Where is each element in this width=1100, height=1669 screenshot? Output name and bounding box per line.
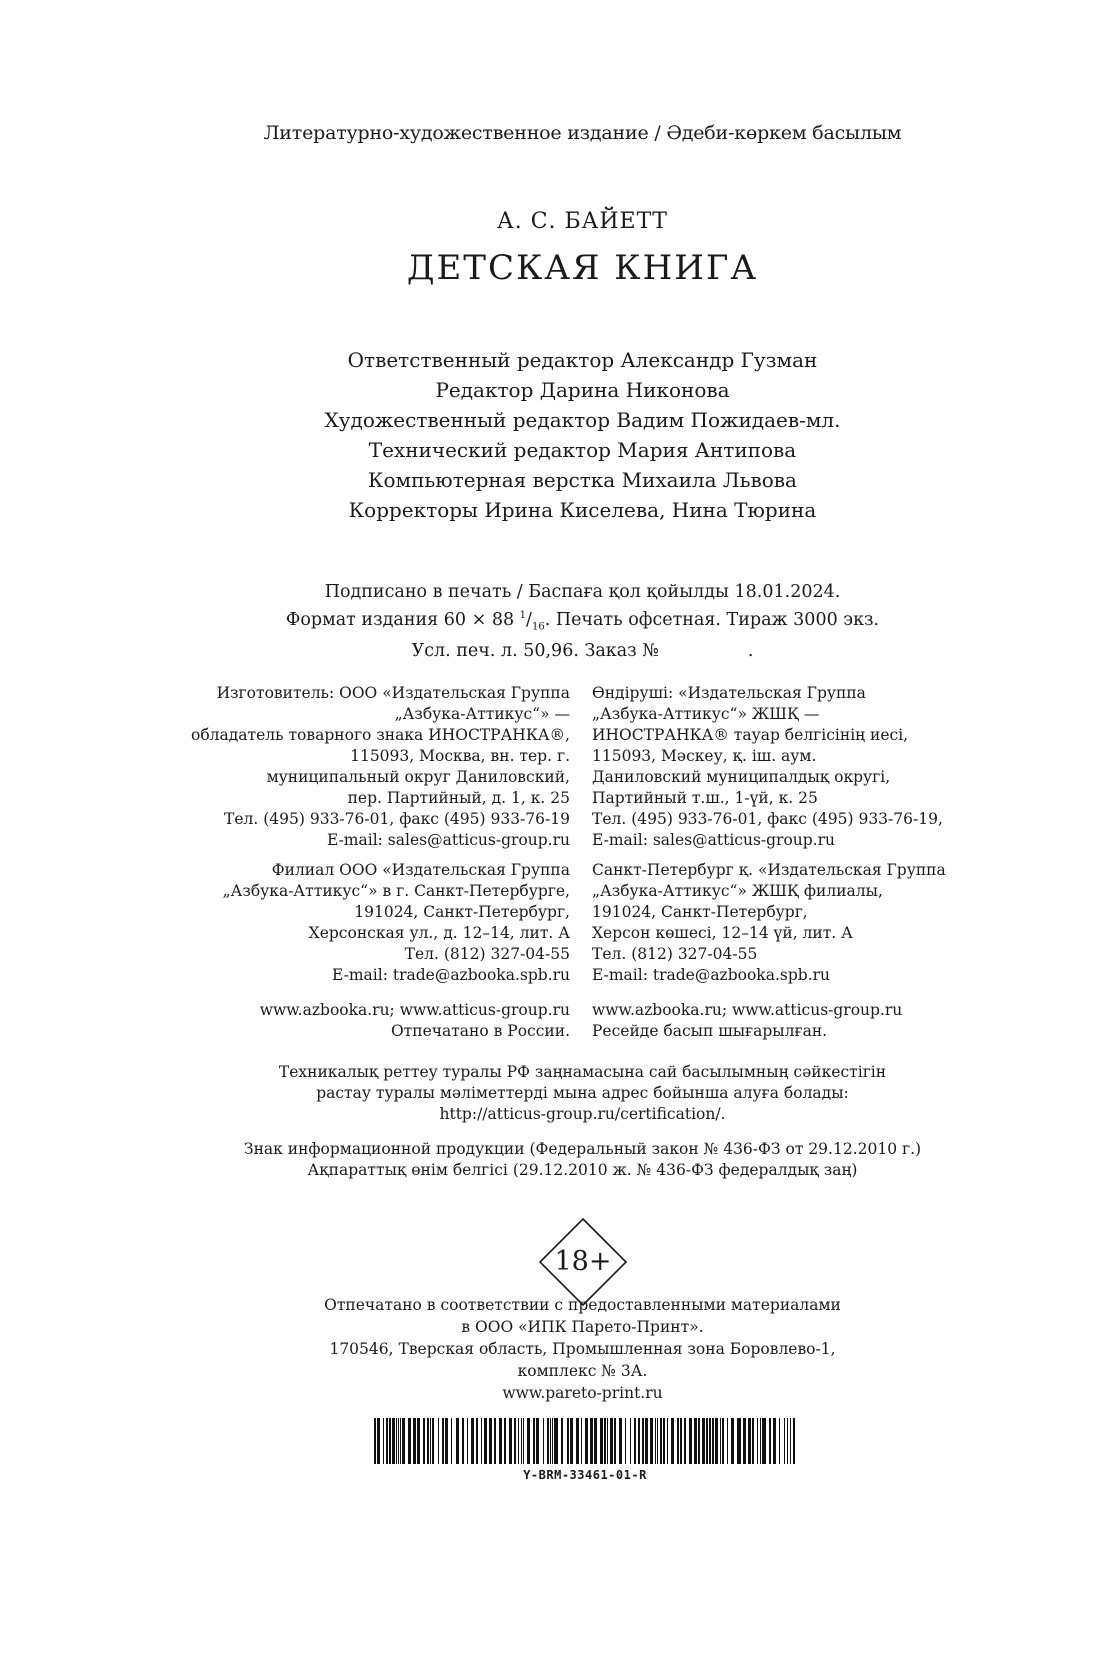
barcode-bar bbox=[438, 1418, 439, 1464]
barcode-bar bbox=[630, 1418, 631, 1464]
barcode-bar bbox=[550, 1418, 551, 1464]
address-line: Тел. (812) 327-04-55 bbox=[404, 945, 570, 963]
barcode-bar bbox=[663, 1418, 665, 1464]
address-line: „Азбука-Аттикус“» в г. Санкт-Петербурге, bbox=[222, 882, 570, 900]
info-product-sign bbox=[0, 1139, 1100, 1181]
address-line: 115093, Москва, вн. тер. г. bbox=[350, 747, 570, 765]
barcode-bar bbox=[481, 1418, 482, 1464]
address-line: Партийный т.ш., 1-үй, к. 25 bbox=[592, 789, 818, 807]
editorial-credits bbox=[0, 345, 1100, 525]
barcode-bar bbox=[514, 1418, 516, 1464]
address-line: Херсонская ул., д. 12–14, лит. А bbox=[308, 924, 570, 942]
address-line: Изготовитель: ООО «Издательская Группа bbox=[216, 684, 570, 702]
barcode-bar bbox=[389, 1418, 391, 1464]
format-suffix: . Печать офсетная. Тираж 3000 экз. bbox=[544, 609, 880, 630]
address-line: муниципальный округ Даниловский, bbox=[266, 768, 570, 786]
barcode-bar bbox=[684, 1418, 686, 1464]
address-line: пер. Партийный, д. 1, к. 25 bbox=[347, 789, 570, 807]
barcode-bar bbox=[619, 1418, 622, 1464]
barcode-bar bbox=[604, 1418, 606, 1464]
barcode-bar bbox=[445, 1418, 448, 1464]
barcode-bar bbox=[432, 1418, 434, 1464]
branch-block-kz bbox=[592, 860, 972, 986]
barcode-bar bbox=[576, 1418, 579, 1464]
address-line: 191024, Санкт-Петербург, bbox=[592, 903, 808, 921]
barcode-bar bbox=[727, 1418, 728, 1464]
barcode-bar bbox=[467, 1418, 468, 1464]
barcode-bar bbox=[533, 1418, 535, 1464]
credit-line: Редактор Дарина Никонова bbox=[435, 378, 730, 402]
info-sign-line: Ақпараттық өнім белгісі (29.12.2010 ж. № 436-ФЗ федералдық заң) bbox=[307, 1161, 858, 1179]
publisher-column-ru bbox=[150, 683, 570, 1051]
barcode-bar bbox=[442, 1418, 444, 1464]
barcode-bar bbox=[489, 1418, 492, 1464]
barcode-bar bbox=[383, 1418, 384, 1464]
address-line: 191024, Санкт-Петербург, bbox=[354, 903, 570, 921]
certification-note bbox=[0, 1062, 1100, 1125]
printer-line: 170546, Тверская область, Промышленная зона Боровлево-1, bbox=[329, 1340, 836, 1358]
publisher-column-kz bbox=[592, 683, 972, 1051]
barcode-bar bbox=[638, 1418, 640, 1464]
barcode-bar bbox=[607, 1418, 608, 1464]
address-line: „Азбука-Аттикус“» ЖШҚ — bbox=[592, 705, 820, 723]
barcode-bar bbox=[398, 1418, 399, 1464]
printer-website: www.pareto-print.ru bbox=[502, 1384, 663, 1402]
barcode-bar bbox=[698, 1418, 700, 1464]
barcode-bar bbox=[523, 1418, 524, 1464]
credit-line: Технический редактор Мария Антипова bbox=[368, 438, 797, 462]
manufacturer-block-ru bbox=[150, 683, 570, 851]
barcode-bar bbox=[527, 1418, 530, 1464]
website-line: www.azbooka.ru; www.atticus-group.ru bbox=[259, 1001, 570, 1019]
barcode-bar bbox=[456, 1418, 459, 1464]
barcode-bar bbox=[423, 1418, 425, 1464]
barcode-bar bbox=[570, 1418, 573, 1464]
barcode-bar bbox=[689, 1418, 692, 1464]
barcode-bar bbox=[743, 1418, 746, 1464]
barcode-bar bbox=[462, 1418, 464, 1464]
barcode-bar bbox=[731, 1418, 734, 1464]
address-line: обладатель товарного знака ИНОСТРАНКА®, bbox=[190, 726, 570, 744]
format-denominator: 16 bbox=[531, 621, 545, 633]
address-line: E-mail: sales@atticus-group.ru bbox=[326, 831, 570, 849]
barcode-bar bbox=[494, 1418, 496, 1464]
barcode-bar bbox=[402, 1418, 405, 1464]
barcode-bar bbox=[762, 1418, 766, 1464]
barcode-bar bbox=[585, 1418, 588, 1464]
manufacturer-block-kz bbox=[592, 683, 972, 851]
barcode-bar bbox=[779, 1418, 780, 1464]
address-line: Тел. (812) 327-04-55 bbox=[592, 945, 758, 963]
barcode-bar bbox=[561, 1418, 563, 1464]
barcode-bar bbox=[476, 1418, 478, 1464]
barcode-bar bbox=[614, 1418, 616, 1464]
format-numerator: 1 bbox=[519, 610, 527, 621]
barcode-bar bbox=[610, 1418, 613, 1464]
barcode-bar bbox=[547, 1418, 549, 1464]
address-line: E-mail: trade@azbooka.spb.ru bbox=[332, 966, 570, 984]
credit-line: Компьютерная верстка Михаила Львова bbox=[368, 468, 797, 492]
barcode-bar bbox=[655, 1418, 656, 1464]
credit-line: Ответственный редактор Александр Гузман bbox=[347, 348, 818, 372]
address-line: E-mail: sales@atticus-group.ru bbox=[592, 831, 836, 849]
barcode-bar bbox=[706, 1418, 708, 1464]
barcode-bar bbox=[634, 1418, 636, 1464]
barcode-bar bbox=[790, 1418, 791, 1464]
barcode-bar bbox=[499, 1418, 502, 1464]
address-line: Филиал ООО «Издательская Группа bbox=[271, 861, 570, 879]
printer-info bbox=[0, 1294, 1100, 1404]
barcode-code: Y-BRM-33461-01-R bbox=[523, 1468, 647, 1482]
barcode-bar bbox=[471, 1418, 474, 1464]
barcode-bar bbox=[657, 1418, 658, 1464]
barcode-bar bbox=[408, 1418, 411, 1464]
barcode bbox=[372, 1418, 798, 1488]
barcode-bar bbox=[521, 1418, 522, 1464]
barcode-bar bbox=[715, 1418, 718, 1464]
barcode-bar bbox=[680, 1418, 682, 1464]
barcode-bar bbox=[677, 1418, 679, 1464]
age-rating-label: 18+ bbox=[554, 1246, 612, 1277]
barcode-bar bbox=[760, 1418, 761, 1464]
barcode-bar bbox=[720, 1418, 721, 1464]
web-block-ru bbox=[150, 1000, 570, 1042]
barcode-bar bbox=[554, 1418, 558, 1464]
barcode-bar bbox=[748, 1418, 751, 1464]
barcode-bar bbox=[504, 1418, 506, 1464]
printer-line: в ООО «ИПК Парето-Принт». bbox=[461, 1318, 704, 1336]
barcode-bar bbox=[400, 1418, 401, 1464]
certification-line: растау туралы мәліметтерді мына адрес бойынша алуға болады: bbox=[316, 1084, 849, 1102]
barcode-bar bbox=[757, 1418, 758, 1464]
address-line: ИНОСТРАНКА® тауар белгісінің иесі, bbox=[592, 726, 909, 744]
address-line: Даниловский муниципалдық округі, bbox=[592, 768, 891, 786]
address-line: Өндіруші: «Издательская Группа bbox=[592, 684, 866, 702]
info-sign-line: Знак информационной продукции (Федеральный закон № 436-ФЗ от 29.12.2010 г.) bbox=[243, 1140, 922, 1158]
address-line: Херсон көшесі, 12–14 үй, лит. А bbox=[592, 924, 853, 942]
barcode-bar bbox=[552, 1418, 553, 1464]
barcode-bar bbox=[642, 1418, 644, 1464]
barcode-bar bbox=[374, 1418, 376, 1464]
website-line: www.azbooka.ru; www.atticus-group.ru bbox=[592, 1001, 903, 1019]
barcode-bar bbox=[484, 1418, 487, 1464]
barcode-bar bbox=[722, 1418, 724, 1464]
barcode-bar bbox=[737, 1418, 741, 1464]
printed-in-line: Ресейде басып шығарылған. bbox=[592, 1022, 828, 1040]
barcode-bar bbox=[386, 1418, 388, 1464]
address-line: „Азбука-Аттикус“» — bbox=[394, 705, 570, 723]
barcode-bar bbox=[752, 1418, 754, 1464]
barcode-bar bbox=[787, 1418, 788, 1464]
barcode-bar bbox=[430, 1418, 431, 1464]
book-title: ДЕТСКАЯ КНИГА bbox=[406, 248, 759, 288]
barcode-bar bbox=[396, 1418, 397, 1464]
barcode-bar bbox=[413, 1418, 416, 1464]
barcode-bar bbox=[377, 1418, 380, 1464]
barcode-bar bbox=[543, 1418, 544, 1464]
barcode-bar bbox=[536, 1418, 539, 1464]
address-line: E-mail: trade@azbooka.spb.ru bbox=[592, 966, 830, 984]
barcode-bar bbox=[784, 1418, 785, 1464]
barcode-bar bbox=[660, 1418, 662, 1464]
address-line: Санкт-Петербург қ. «Издательская Группа bbox=[592, 861, 946, 879]
barcode-bar bbox=[769, 1418, 771, 1464]
credit-line: Корректоры Ирина Киселева, Нина Тюрина bbox=[348, 498, 817, 522]
printer-line: Отпечатано в соответствии с предоставленными материалами bbox=[324, 1296, 841, 1314]
printer-line: комплекс № 3А. bbox=[517, 1362, 648, 1380]
barcode-bar bbox=[600, 1418, 603, 1464]
book-author: А. С. БАЙЕТТ bbox=[497, 209, 668, 234]
address-line: Тел. (495) 933-76-01, факс (495) 933-76-19, bbox=[592, 810, 943, 828]
print-sheets-order: Усл. печ. л. 50,96. Заказ № . bbox=[411, 641, 754, 662]
barcode-bar bbox=[509, 1418, 512, 1464]
branch-block-ru bbox=[150, 860, 570, 986]
address-line: Тел. (495) 933-76-01, факс (495) 933-76-19 bbox=[224, 810, 570, 828]
web-block-kz bbox=[592, 1000, 972, 1042]
barcode-bars bbox=[372, 1418, 798, 1464]
address-line: 115093, Мәскеу, қ. іш. аум. bbox=[592, 747, 817, 765]
edition-type: Литературно-художественное издание / Әдеби-көркем басылым bbox=[263, 122, 902, 144]
barcode-bar bbox=[709, 1418, 711, 1464]
barcode-bar bbox=[567, 1418, 569, 1464]
barcode-bar bbox=[650, 1418, 653, 1464]
barcode-bar bbox=[712, 1418, 714, 1464]
barcode-bar bbox=[427, 1418, 429, 1464]
signed-to-print: Подписано в печать / Баспаға қол қойылды 18.01.2024. bbox=[324, 582, 841, 602]
barcode-bar bbox=[451, 1418, 452, 1464]
barcode-bar bbox=[667, 1418, 668, 1464]
barcode-bar bbox=[645, 1418, 648, 1464]
barcode-bar bbox=[590, 1418, 593, 1464]
print-details bbox=[0, 580, 1100, 663]
credit-line: Художественный редактор Вадим Пожидаев-мл. bbox=[324, 408, 841, 432]
barcode-bar bbox=[793, 1418, 795, 1464]
barcode-bar bbox=[518, 1418, 519, 1464]
printed-in-line: Отпечатано в России. bbox=[390, 1022, 570, 1040]
format-prefix: Формат издания 60 × 88 bbox=[285, 609, 520, 630]
barcode-bar bbox=[417, 1418, 420, 1464]
barcode-bar bbox=[671, 1418, 674, 1464]
barcode-bar bbox=[773, 1418, 776, 1464]
certification-url: http://atticus-group.ru/certification/. bbox=[439, 1105, 726, 1123]
barcode-bar bbox=[694, 1418, 697, 1464]
edition-format: Формат издания 60 × 88 $^1/_{16}$. Печать офсетная. Тираж 3000 экз. bbox=[285, 609, 880, 633]
barcode-bar bbox=[594, 1418, 597, 1464]
barcode-bar bbox=[625, 1418, 626, 1464]
barcode-bar bbox=[392, 1418, 395, 1464]
barcode-bar bbox=[581, 1418, 582, 1464]
barcode-bar bbox=[702, 1418, 705, 1464]
certification-line: Техникалық реттеу туралы РФ заңнамасына сай басылымның сәйкестігін bbox=[278, 1063, 887, 1081]
address-line: „Азбука-Аттикус“» ЖШҚ филиалы, bbox=[592, 882, 883, 900]
